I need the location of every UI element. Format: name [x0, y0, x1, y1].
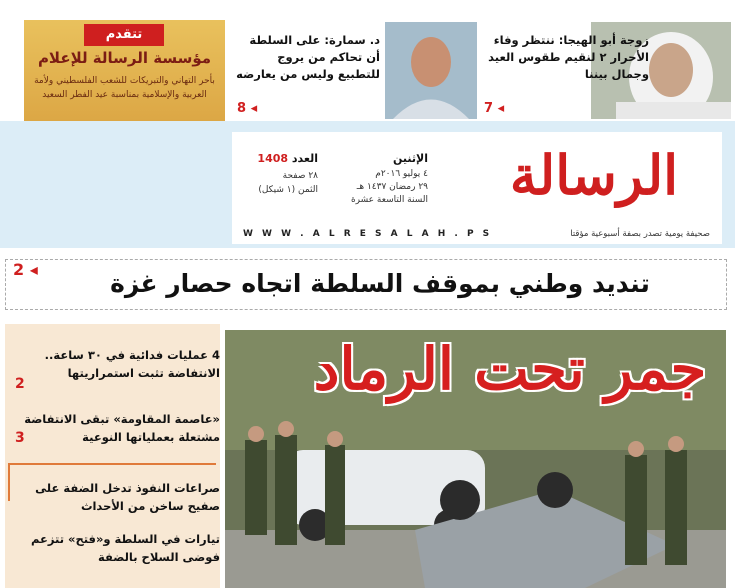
sidebar-story-2-page: 3	[15, 430, 25, 446]
sidebar-stories	[5, 324, 220, 588]
headline-bar-text[interactable]: تنديد وطني بموقف السلطة اتجاه حصار غزة	[110, 269, 650, 298]
top-story-2-page: 8 ◂	[237, 101, 258, 116]
issue-label: العدد	[291, 152, 318, 165]
sidebar-story-1-page: 2	[15, 376, 25, 392]
issue-day: الإثنين	[393, 152, 428, 165]
website-link[interactable]: W W W . A L R E S A L A H . P S	[243, 229, 493, 239]
sidebar-story-4[interactable]: تيارات في السلطة و«فتح» تتزعم فوضى السلاح بالضفة	[30, 532, 220, 564]
issue-number-value: 1408	[257, 152, 289, 165]
top-story-2-headline[interactable]: د. سمارة: على السلطة أن تحاكم من يروج للتطبيع وليس من يعارضه	[236, 33, 380, 81]
main-story-headline[interactable]: جمر تحت الرماد	[313, 335, 707, 403]
ad-greeting-text: بأحر التهاني والتبريكات للشعب الفلسطيني ولأمة العربية والإسلامية بمناسبة عيد الفطر السعيد	[34, 76, 215, 100]
top-story-1-headline[interactable]: زوجة أبو الهيجا: ننتظر وفاء الأحرار ٢ لنقيم طقوس العيد وجمال بيننا	[488, 33, 649, 81]
newspaper-logo: الرسالة	[509, 143, 679, 207]
issue-year: السنة التاسعة عشرة	[350, 195, 428, 205]
sidebar-story-3[interactable]: صراعات النفوذ تدخل الضفة على صفيح ساخن من الأحداث	[35, 481, 220, 513]
ad-tag: تتقدم	[84, 24, 164, 46]
issue-date-gregorian: ٤ يوليو ٢٠١٦م	[375, 169, 428, 179]
price: الثمن (١ شيكل)	[258, 185, 318, 195]
issue-date-hijri: ٢٩ رمضان ١٤٣٧ هـ	[356, 182, 428, 192]
newspaper-tagline: صحيفة يومية تصدر بصفة أسبوعية مؤقتا	[570, 229, 710, 239]
sidebar-accent-bracket	[8, 463, 216, 501]
sidebar-story-2[interactable]: «عاصمة المقاومة» تبقى الانتفاضة مشتعلة بعملياتها النوعية	[24, 412, 220, 444]
sidebar-story-1[interactable]: 4 عمليات فدائية في ٣٠ ساعة.. الانتفاضة تثبت استمراريتها	[44, 348, 220, 380]
issue-number	[236, 152, 318, 165]
headline-bar-page: 2 ◂	[13, 260, 38, 279]
ad-organization: مؤسسة الرسالة للإعلام	[37, 49, 212, 67]
top-story-photo-man	[385, 22, 477, 119]
page-count: ٢٨ صفحة	[282, 171, 318, 181]
top-story-1-page: 7 ◂	[484, 101, 505, 116]
